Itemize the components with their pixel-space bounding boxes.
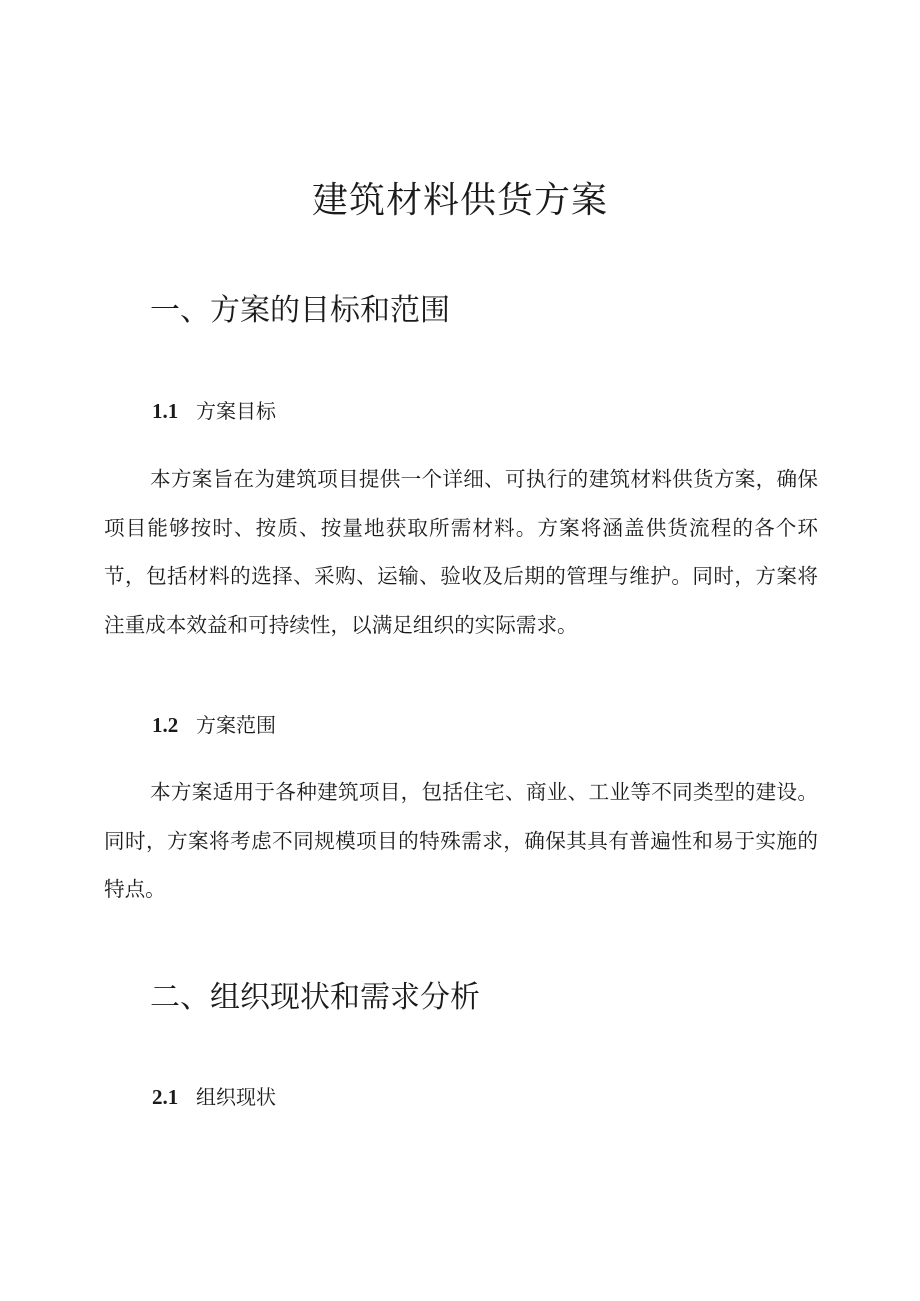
subsection-2-1-title: 组织现状 xyxy=(196,1085,276,1109)
section-1-heading: 一、方案的目标和范围 xyxy=(150,293,450,328)
subsection-1-1-paragraph: 本方案旨在为建筑项目提供一个详细、可执行的建筑材料供货方案，确保项目能够按时、按质、按量地获取所需材料。方案将涵盖供货流程的各个环节，包括材料的选择、采购、运输、验收及后期的管理与维护。同时，方案将注重成本效益和可持续性，以满足组织的实际需求。 xyxy=(104,467,818,637)
subsection-1-2-number: 1.2 xyxy=(152,713,179,737)
section-2-heading: 二、组织现状和需求分析 xyxy=(150,980,480,1015)
subsection-2-1-heading xyxy=(152,1082,276,1112)
subsection-1-1-number: 1.1 xyxy=(152,399,179,423)
subsection-1-2-title: 方案范围 xyxy=(196,713,276,737)
subsection-1-1-heading xyxy=(152,396,276,426)
subsection-2-1-number: 2.1 xyxy=(152,1085,179,1109)
subsection-1-1-title: 方案目标 xyxy=(196,399,276,423)
subsection-1-2-paragraph: 本方案适用于各种建筑项目，包括住宅、商业、工业等不同类型的建设。同时，方案将考虑不同规模项目的特殊需求，确保其具有普遍性和易于实施的特点。 xyxy=(104,780,818,901)
document-title: 建筑材料供货方案 xyxy=(311,180,608,221)
subsection-1-2-heading xyxy=(152,710,276,740)
